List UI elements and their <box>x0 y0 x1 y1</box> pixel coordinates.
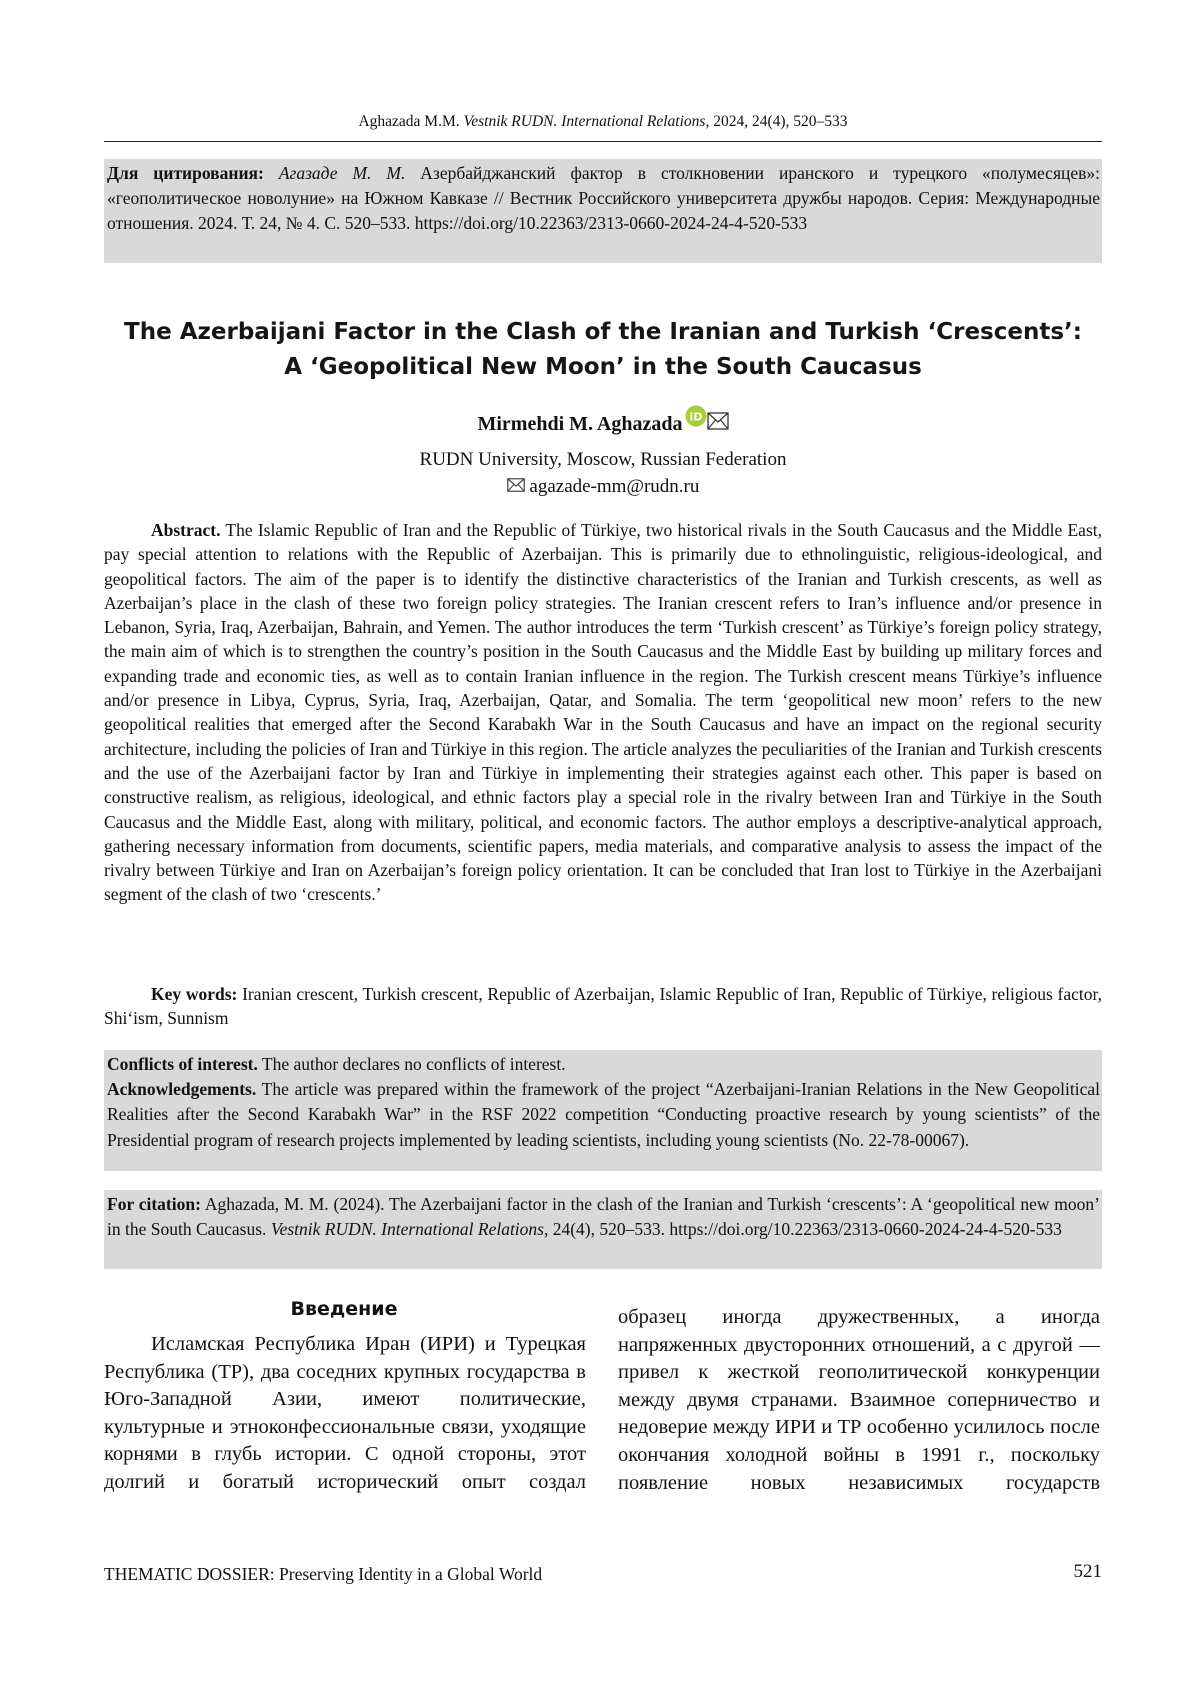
citation-en-text-before: Aghazada, M. M. (2024). The Azerbaijani factor in the clash of the Iranian and Turkish ‘crescents’: A ‘geopolitical new moon’ in the South Caucasus. <box>107 1194 1100 1239</box>
header-journal: Vestnik RUDN. International Relations <box>464 113 706 130</box>
citation-ru-text: Азербайджанский фактор в столкновении иранского и турецкого «полумесяцев»: «геополитическое новолуние» на Южном Кавказе // Вестник Российского университета дружбы народов. Серия: Международные отношения. 2024. Т. 24, № 4. С. 520–533. https://doi.org/10.22363/2313-0660-2024-24-4-520-533 <box>107 163 1100 233</box>
author-name: Mirmehdi M. Aghazada <box>478 413 683 435</box>
title-line-2: A ‘Geopolitical New Moon’ in the South Caucasus <box>284 354 922 380</box>
page-number: 521 <box>1000 1560 1102 1584</box>
introduction-left-column: Исламская Республика Иран (ИРИ) и Турецкая Республика (ТР), два соседних крупных государства в Юго-Западной Азии, имеют политические, культурные и этноконфессиональные связи, уходящие корнями в глубь истории. С одной стороны, этот долгий и богатый исторический опыт создал <box>104 1331 586 1497</box>
introduction-right-column: образец иногда дружественных, а иногда напряженных двусторонних отношений, а с другой — привел к жесткой геополитической конкуренции между двумя странами. Взаимное соперничество и недоверие между ИРИ и ТР особенно усилилось после окончания холодной войны в 1991 г., поскольку появление новых независимых государств <box>618 1304 1100 1497</box>
citation-ru-label: Для цитирования: <box>107 163 264 183</box>
acknowledgements-label: Acknowledgements. <box>107 1079 256 1099</box>
author-email-line <box>104 473 1102 500</box>
abstract <box>104 518 1102 907</box>
keywords-label: Key words: <box>151 984 237 1004</box>
conflicts-acknowledgements-box <box>104 1050 1102 1171</box>
citation-ru-box <box>104 159 1102 263</box>
abstract-label: Abstract. <box>151 520 221 540</box>
title-line-1: The Azerbaijani Factor in the Clash of the Iranian and Turkish ‘Crescents’: <box>124 319 1082 345</box>
svg-text:iD: iD <box>689 411 702 424</box>
email-envelope-icon <box>507 476 525 497</box>
citation-en-text-after: , 24(4), 520–533. https://doi.org/10.22363/2313-0660-2024-24-4-520-533 <box>544 1219 1062 1239</box>
conflicts-label: Conflicts of interest. <box>107 1054 258 1074</box>
running-header <box>104 112 1102 132</box>
footer-section-title: THEMATIC DOSSIER: Preserving Identity in a Global World <box>104 1562 542 1586</box>
citation-en-journal: Vestnik RUDN. International Relations <box>271 1219 544 1239</box>
citation-ru-author: Агазаде М. М. <box>279 163 406 183</box>
conflicts-text: The author declares no conflicts of interest. <box>262 1054 566 1074</box>
keywords-text: Iranian crescent, Turkish crescent, Republic of Azerbaijan, Islamic Republic of Iran, Republic of Türkiye, religious factor, Shi‘ism, Sunnism <box>104 984 1102 1028</box>
citation-en-label: For citation: <box>107 1194 201 1214</box>
author-email[interactable]: agazade-mm@rudn.ru <box>529 476 699 497</box>
envelope-icon[interactable] <box>707 411 729 437</box>
header-issue: , 2024, 24(4), 520–533 <box>705 113 847 130</box>
citation-en-box <box>104 1190 1102 1269</box>
orcid-icon[interactable] <box>685 405 707 427</box>
author-affiliation: RUDN University, Moscow, Russian Federation <box>104 446 1102 473</box>
introduction-heading: Введение <box>104 1296 584 1322</box>
author-line <box>104 405 1102 437</box>
abstract-text: The Islamic Republic of Iran and the Republic of Türkiye, two historical rivals in the South Caucasus and the Middle East, pay special attention to relations with the Republic of Azerbaijan. This is primarily due to ethnolinguistic, religious-ideological, and geopolitical factors. The aim of the paper is to identify the distinctive characteristics of the Iranian and Turkish crescents, as well as Azerbaijan’s place in the clash of these two foreign policy strategies. The Iranian crescent refers to Iran’s influence and/or presence in Lebanon, Syria, Iraq, Azerbaijan, Bahrain, and Yemen. The author introduces the term ‘Turkish crescent’ as Türkiye’s foreign policy strategy, the main aim of which is to strengthen the country’s position in the South Caucasus and the Middle East by building up military forces and expanding trade and economic ties, as well as to contain Iranian influence in the region. The Turkish crescent means Türkiye’s influence and/or presence in Libya, Cyprus, Syria, Iraq, Azerbaijan, Qatar, and Somalia. The term ‘geopolitical new moon’ refers to the new geopolitical realities that emerged after the Second Karabakh War in the South Caucasus and have an impact on the regional security architecture, including the policies of Iran and Türkiye in this region. The article analyzes the peculiarities of the Iranian and Turkish crescents and the use of the Azerbaijani factor by Iran and Türkiye in implementing their strategies against each other. This paper is based on constructive realism, as religious, ideological, and ethnic factors play a special role in the rivalry between Iran and Türkiye in the South Caucasus and the Middle East, along with military, political, and economic factors. The author employs a descriptive-analytical approach, gathering necessary information from documents, scientific papers, media materials, and comparative analysis to assess the impact of the rivalry between Türkiye and Iran on Azerbaijan’s foreign policy orientation. It can be concluded that Iran lost to Türkiye in the Azerbaijani segment of the clash of two ‘crescents.’ <box>104 520 1102 904</box>
keywords <box>104 982 1102 1031</box>
header-rule <box>104 141 1102 142</box>
header-author: Aghazada M.M. <box>358 113 459 130</box>
article-title <box>104 315 1102 385</box>
acknowledgements-text: The article was prepared within the framework of the project “Azerbaijani-Iranian Relations in the New Geopolitical Realities after the Second Karabakh War” in the RSF 2022 competition “Conducting proactive research by young scientists” of the Presidential program of research projects implemented by leading scientists, including young scientists (No. 22-78-00067). <box>107 1079 1100 1149</box>
